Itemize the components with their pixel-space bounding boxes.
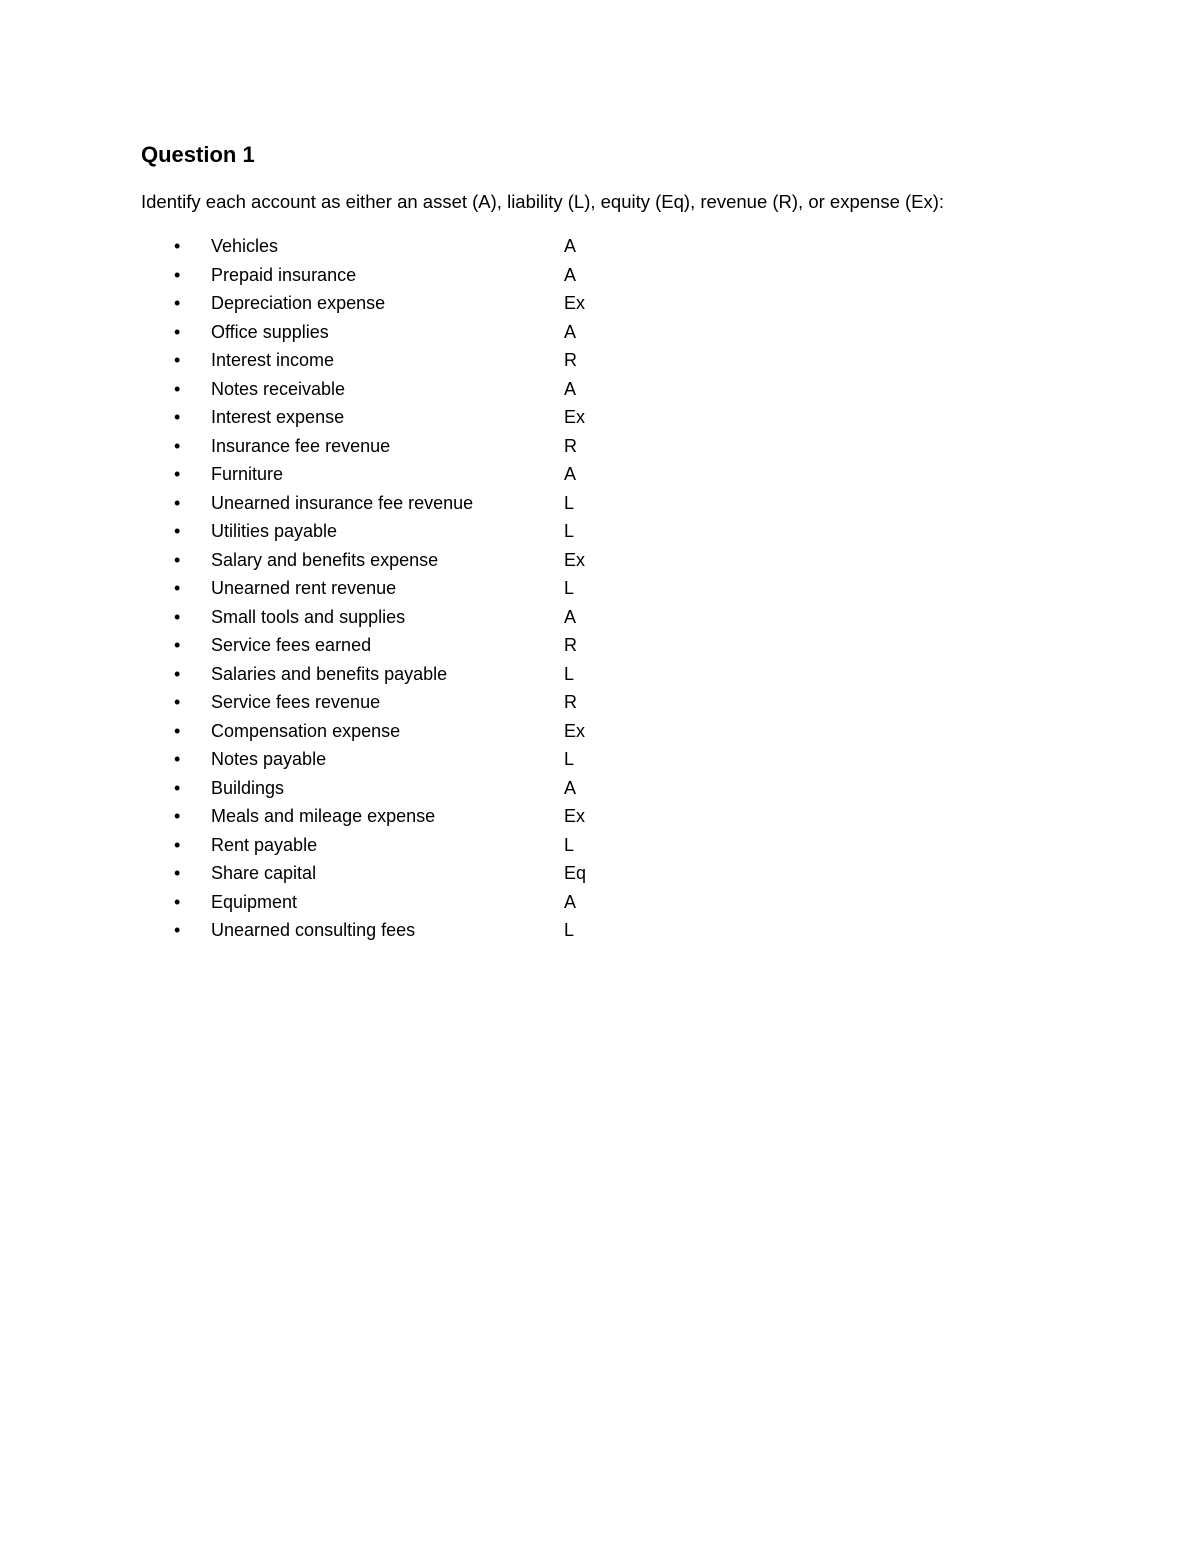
list-item (0, 745, 700, 774)
account-name: Service fees revenue (211, 692, 381, 712)
account-name: Salary and benefits expense (211, 549, 439, 570)
account-classification: A (564, 464, 577, 484)
account-classification: L (564, 920, 575, 940)
account-classification: A (564, 777, 577, 798)
account-classification: Ex (564, 806, 586, 826)
account-classification: A (564, 606, 577, 627)
account-classification: L (564, 834, 575, 855)
list-item (0, 717, 700, 746)
account-name: Unearned insurance fee revenue (211, 492, 474, 513)
account-classification: Ex (564, 720, 586, 741)
list-item (0, 802, 700, 831)
account-classification: A (564, 321, 577, 342)
list-item (0, 232, 700, 261)
bullet-icon: • (174, 378, 181, 399)
question-instructions: Identify each account as either an asset (A), liability (L), equity (Eq), revenue (R), or expense (Ex): (141, 191, 945, 212)
account-name: Insurance fee revenue (211, 435, 391, 456)
list-item (0, 888, 700, 917)
account-name: Salaries and benefits payable (211, 663, 448, 684)
question-title: Question 1 (141, 142, 255, 167)
list-item (0, 403, 700, 432)
account-classification: L (564, 749, 575, 769)
account-name: Interest expense (211, 407, 345, 427)
account-name: Depreciation expense (211, 293, 386, 313)
bullet-icon: • (174, 920, 181, 940)
account-name: Interest income (211, 350, 335, 370)
list-item (0, 859, 700, 888)
list-item (0, 574, 700, 603)
list-item (0, 346, 700, 375)
list-item (0, 261, 700, 290)
account-classification: L (564, 492, 575, 513)
account-name: Equipment (211, 891, 298, 912)
list-item (0, 489, 700, 518)
account-classification: A (564, 891, 577, 912)
list-item (0, 660, 700, 689)
list-item (0, 603, 700, 632)
account-classification: A (564, 236, 577, 256)
account-classification: L (564, 521, 575, 541)
account-name: Office supplies (211, 321, 329, 342)
account-classification: L (564, 578, 575, 598)
account-name: Vehicles (211, 236, 279, 256)
account-name: Notes receivable (211, 378, 346, 399)
account-name: Small tools and supplies (211, 606, 406, 627)
bullet-icon: • (174, 806, 181, 826)
list-item (0, 517, 700, 546)
account-name: Buildings (211, 777, 285, 798)
account-name: Rent payable (211, 834, 318, 855)
account-name: Compensation expense (211, 720, 401, 741)
bullet-icon: • (174, 435, 181, 456)
account-name: Furniture (211, 464, 284, 484)
account-classification: Ex (564, 293, 586, 313)
bullet-icon: • (174, 635, 181, 655)
bullet-icon: • (174, 777, 181, 798)
list-item (0, 432, 700, 461)
list-item (0, 289, 700, 318)
account-name: Meals and mileage expense (211, 806, 436, 826)
list-item (0, 375, 700, 404)
bullet-icon: • (174, 549, 181, 570)
bullet-icon: • (174, 749, 181, 769)
bullet-icon: • (174, 863, 181, 883)
bullet-icon: • (174, 321, 181, 342)
list-item (0, 460, 700, 489)
bullet-icon: • (174, 720, 181, 741)
bullet-icon: • (174, 521, 181, 541)
bullet-icon: • (174, 492, 181, 513)
account-name: Service fees earned (211, 635, 372, 655)
account-list (0, 232, 700, 945)
bullet-icon: • (174, 663, 181, 684)
list-item (0, 774, 700, 803)
account-classification: R (564, 692, 577, 712)
account-classification: Ex (564, 407, 586, 427)
bullet-icon: • (174, 578, 181, 598)
account-name: Utilities payable (211, 521, 338, 541)
account-classification: Ex (564, 549, 586, 570)
account-name: Share capital (211, 863, 317, 883)
bullet-icon: • (174, 891, 181, 912)
bullet-icon: • (174, 236, 181, 256)
account-classification: R (564, 350, 577, 370)
account-name: Unearned rent revenue (211, 578, 397, 598)
account-classification: R (564, 435, 577, 456)
list-item (0, 831, 700, 860)
account-classification: A (564, 264, 577, 285)
bullet-icon: • (174, 834, 181, 855)
account-name: Prepaid insurance (211, 264, 357, 285)
list-item (0, 688, 700, 717)
account-name: Notes payable (211, 749, 327, 769)
list-item (0, 546, 700, 575)
bullet-icon: • (174, 464, 181, 484)
account-name: Unearned consulting fees (211, 920, 416, 940)
bullet-icon: • (174, 293, 181, 313)
list-item (0, 318, 700, 347)
list-item (0, 631, 700, 660)
bullet-icon: • (174, 606, 181, 627)
account-classification: R (564, 635, 577, 655)
account-classification: Eq (564, 863, 587, 883)
account-classification: L (564, 663, 575, 684)
bullet-icon: • (174, 692, 181, 712)
list-item (0, 916, 700, 945)
bullet-icon: • (174, 264, 181, 285)
account-classification: A (564, 378, 577, 399)
bullet-icon: • (174, 350, 181, 370)
bullet-icon: • (174, 407, 181, 427)
